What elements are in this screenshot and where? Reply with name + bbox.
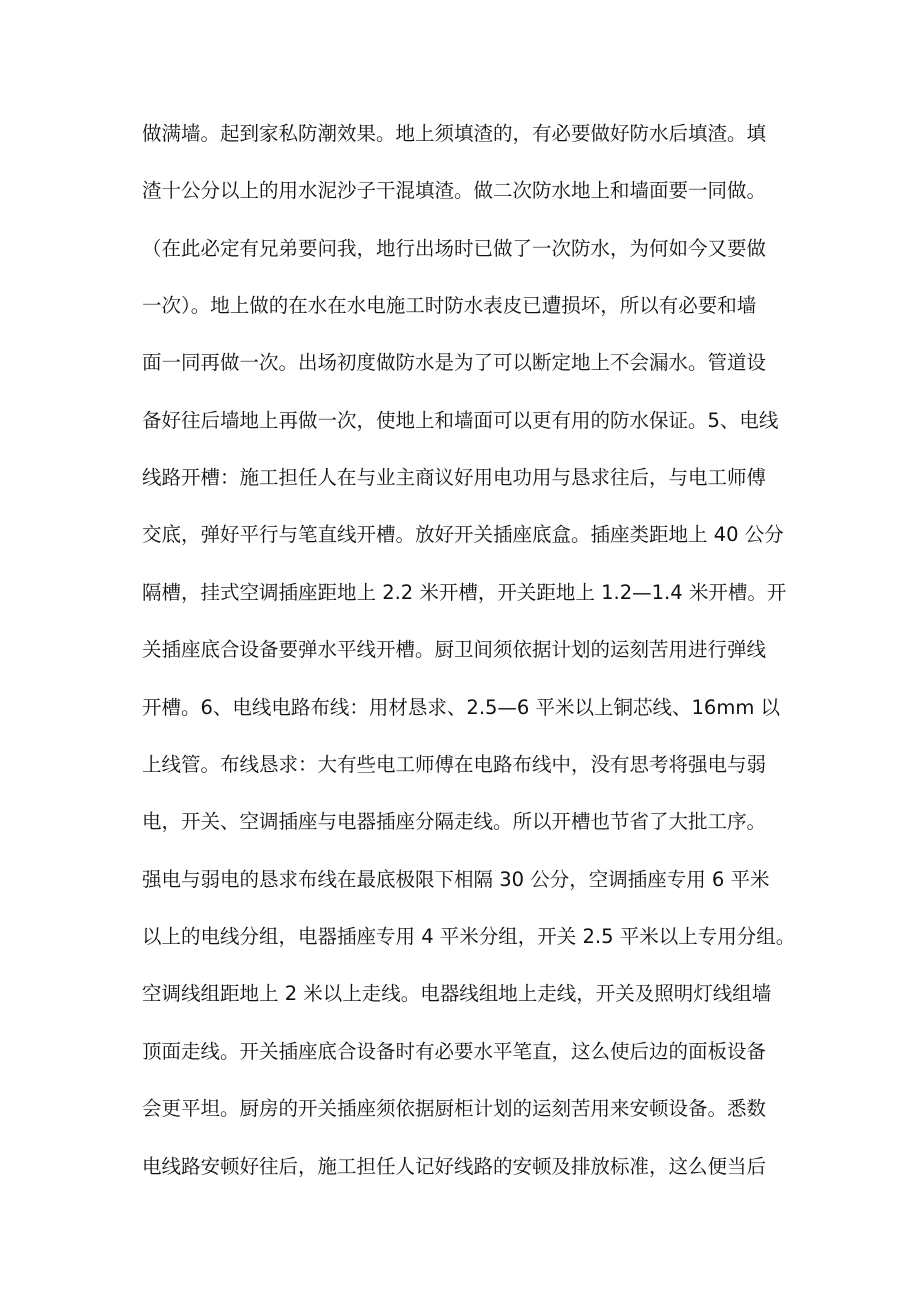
text-line-9: 隔槽，挂式空调插座距地上 2.2 米开槽，开关距地上 1.2—1.4 米开槽。开 xyxy=(142,581,787,604)
text-line-8: 交底，弹好平行与笔直线开槽。放好开关插座底盒。插座类距地上 40 公分 xyxy=(142,523,784,546)
text-line-11: 开槽。6、电线电路布线：用材恳求、2.5—6 平米以上铜芯线、16mm 以 xyxy=(142,696,781,719)
text-line-12: 上线管。布线恳求：大有些电工师傅在电路布线中，没有思考将强电与弱 xyxy=(142,753,767,776)
text-line-14: 强电与弱电的恳求布线在最底极限下相隔 30 公分，空调插座专用 6 平米 xyxy=(142,868,770,891)
text-line-15: 以上的电线分组，电器插座专用 4 平米分组，开关 2.5 平米以上专用分组。 xyxy=(142,925,796,948)
text-line-7: 线路开槽：施工担任人在与业主商议好用电功用与恳求往后，与电工师傅 xyxy=(142,466,767,489)
text-line-13: 电，开关、空调插座与电器插座分隔走线。所以开槽也节省了大批工序。 xyxy=(142,810,767,833)
text-line-19: 电线路安顿好往后，施工担任人记好线路的安顿及排放标准，这么便当后 xyxy=(142,1155,767,1178)
text-line-4: 一次）。地上做的在水在水电施工时防水表皮已遭损坏，所以有必要和墙 xyxy=(142,294,757,317)
text-line-18: 会更平坦。厨房的开关插座须依据厨柜计划的运刻苦用来安顿设备。悉数 xyxy=(142,1097,767,1120)
text-line-1: 做满墙。起到家私防潮效果。地上须填渣的，有必要做好防水后填渣。填 xyxy=(142,122,767,145)
text-line-6: 备好往后墙地上再做一次，使地上和墙面可以更有用的防水保证。5、电线 xyxy=(142,409,779,432)
text-line-5: 面一同再做一次。出场初度做防水是为了可以断定地上不会漏水。管道设 xyxy=(142,351,767,374)
text-line-3: （在此必定有兄弟要问我，地行出场时已做了一次防水，为何如今又要做 xyxy=(142,237,767,260)
text-line-2: 渣十公分以上的用水泥沙子干混填渣。做二次防水地上和墙面要一同做。 xyxy=(142,179,767,202)
text-line-17: 顶面走线。开关插座底合设备时有必要水平笔直，这么使后边的面板设备 xyxy=(142,1040,767,1063)
text-line-16: 空调线组距地上 2 米以上走线。电器线组地上走线，开关及照明灯线组墙 xyxy=(142,982,772,1005)
text-line-10: 关插座底合设备要弹水平线开槽。厨卫间须依据计划的运刻苦用进行弹线 xyxy=(142,638,767,661)
